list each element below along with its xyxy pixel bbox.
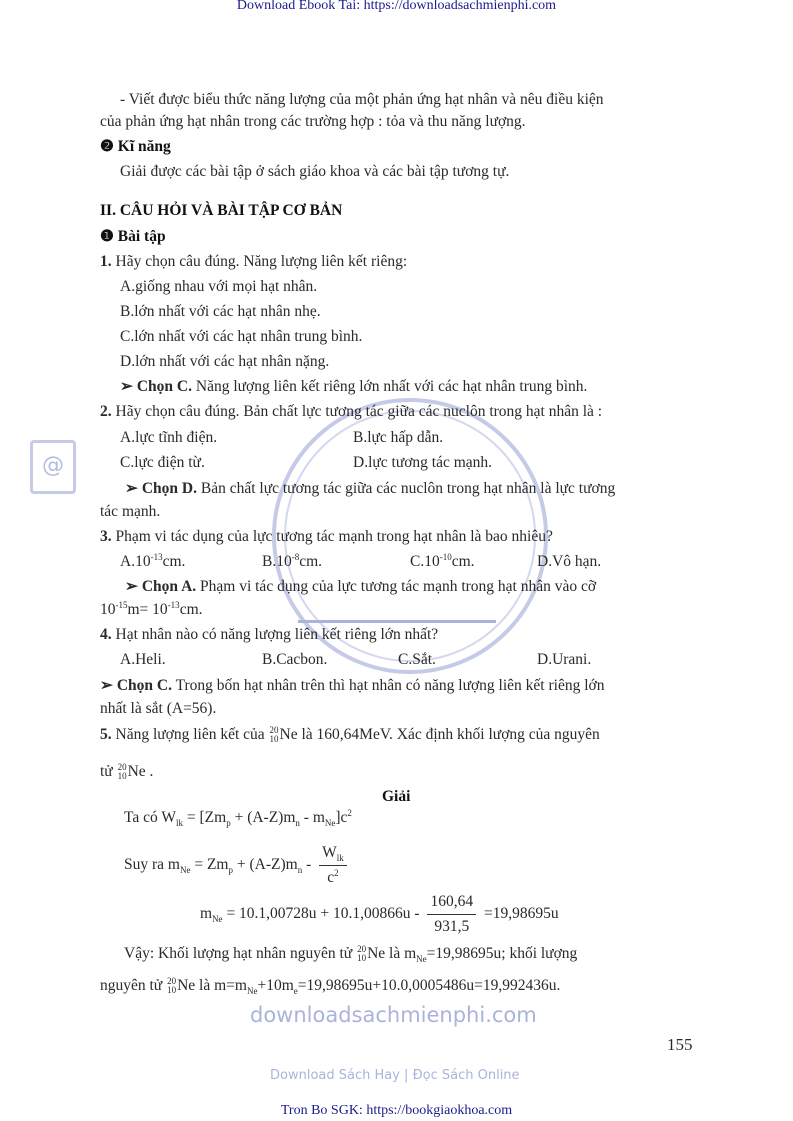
section-heading: II. CÂU HỎI VÀ BÀI TẬP CƠ BẢN (100, 202, 343, 219)
q2-option-a: A.lực tĩnh điện. (120, 429, 218, 446)
q3-answer-cont: $10^{-15}m= 10^{-13}cm$. (100, 599, 203, 618)
q1-answer-text: Năng lượng liên kết riêng lớn nhất với các hạt nhân trung bình. (192, 378, 588, 395)
q2-number: 2. (100, 403, 112, 420)
q1-option-d: D.lớn nhất với các hạt nhân nặng. (120, 353, 330, 370)
q2-answer-label: ➢ Chọn D. (125, 480, 197, 497)
q2-text: Hãy chọn câu đúng. Bản chất lực tương tác giữa các nuclôn trong hạt nhân là : (111, 403, 603, 420)
page-number: 155 (667, 1035, 693, 1054)
q3-answer-label: ➢ Chọn A. (125, 578, 197, 595)
q4-answer-text: Trong bốn hạt nhân trên thì hạt nhân có năng lượng liên kết riêng lớn (172, 677, 605, 694)
q3-answer-text: Phạm vi tác dụng của lực tương tác mạnh trong hạt nhân vào cỡ (196, 578, 597, 595)
q1-option-a: A.giống nhau với mọi hạt nhân. (120, 278, 318, 295)
q3-text: Phạm vi tác dụng của lực tương tác mạnh trong hạt nhân là bao nhiêu? (111, 528, 553, 545)
q1-text: Hãy chọn câu đúng. Năng lượng liên kết riêng: (111, 253, 408, 270)
q4-option-c: C.Sắt. (398, 651, 436, 668)
solution-line-4: Vậy: Khối lượng hạt nhân nguyên tử 20 10 Ne là $m_{Ne}=19,98695u$; khối lượng (124, 944, 578, 965)
q2-option-c: C.lực điện từ. (120, 454, 205, 471)
subsection-heading: ❶ Bài tập (100, 228, 166, 245)
intro-line-2: của phản ứng hạt nhân trong các trường hợp : tỏa và thu năng lượng. (100, 113, 526, 130)
q4-answer-label: ➢ Chọn C. (100, 677, 172, 694)
q2-answer-cont: tác mạnh. (100, 503, 161, 520)
q3-option-a: $A.10^{-13}cm$. (120, 551, 186, 570)
q3-option-d: D.Vô hạn. (537, 553, 602, 570)
intro-line-1: - Viết được biểu thức năng lượng của một phản ứng hạt nhân và nêu điều kiện (120, 91, 604, 108)
skills-heading: ❷ Kĩ năng (100, 138, 171, 155)
q4-answer (100, 677, 604, 695)
solution-line-2: Suy ra $m_{Ne} = Zm_p + (A-Z)m_n$ - $\frac{W_{lk}}{c^2}$ (124, 843, 351, 888)
q1-option-c: C.lớn nhất với các hạt nhân trung bình. (120, 328, 363, 345)
q2-option-d: D.lực tương tác mạnh. (353, 454, 493, 471)
q4-option-a: A.Heli. (120, 651, 166, 668)
q3-answer (125, 578, 596, 596)
q2-option-b: B.lực hấp dẫn. (353, 429, 444, 446)
q5-question: 5. Năng lượng liên kết của 20 10 Ne là 160,64MeV. Xác định khối lượng của nguyên (100, 725, 600, 745)
header-download-link[interactable]: Download Ebook Tai: https://downloadsachmienphi.com (236, 0, 557, 13)
q1-question (100, 253, 407, 271)
fraction: $\frac{W_{lk}}{c^2}$ (319, 843, 347, 888)
watermark-bar (298, 620, 496, 623)
q4-question (100, 626, 438, 644)
q4-number: 4. (100, 626, 112, 643)
q3-option-b: $B.10^{-8}cm$. (262, 551, 323, 570)
q5-question-cont: tử 20 10 Ne . (100, 762, 154, 782)
q2-answer (125, 480, 615, 498)
q4-option-b: B.Cacbon. (262, 651, 328, 668)
solution-line-3: $m_{Ne} = 10.1,00728u + 10.1,00866u$ - $\frac{160,64}{931,5}$ =19,98695u (200, 893, 559, 935)
q3-option-c: $C.10^{-10}cm$. (410, 551, 475, 570)
q3-question (100, 528, 553, 546)
q3-number: 3. (100, 528, 112, 545)
skills-text: Giải được các bài tập ở sách giáo khoa và các bài tập tương tự. (120, 163, 510, 180)
q1-option-b: B.lớn nhất với các hạt nhân nhẹ. (120, 303, 321, 320)
q2-question (100, 403, 602, 421)
q4-option-d: D.Urani. (537, 651, 592, 668)
footer-sgk-link[interactable]: Tron Bo SGK: https://bookgiaokhoa.com (280, 1103, 513, 1118)
watermark-site: downloadsachmienphi.com (250, 1003, 537, 1027)
q1-answer (120, 378, 587, 396)
solution-line-1: Ta có $W_{lk} = [Zm_p + (A-Z)m_n - m_{Ne}]c^2$ (124, 807, 352, 829)
fraction: $\frac{160,64}{931,5}$ (427, 892, 476, 937)
q1-answer-label: ➢ Chọn C. (120, 378, 192, 395)
q4-answer-cont: nhất là sắt (A=56). (100, 700, 217, 717)
q4-text: Hạt nhân nào có năng lượng liên kết riêng lớn nhất? (111, 626, 439, 643)
q2-answer-text: Bản chất lực tương tác giữa các nuclôn trong hạt nhân là lực tương (197, 480, 616, 497)
solution-title: Giải (382, 788, 411, 805)
solution-line-5: nguyên tử 20 10 Ne là $m=m_{Ne}+10m_e=19,98695u+10.0,0005486u=19,992436u$. (100, 976, 561, 997)
q1-number: 1. (100, 253, 112, 270)
watermark-tagline: Download Sách Hay | Đọc Sách Online (270, 1068, 520, 1083)
watermark-book-icon: @ (30, 440, 76, 494)
